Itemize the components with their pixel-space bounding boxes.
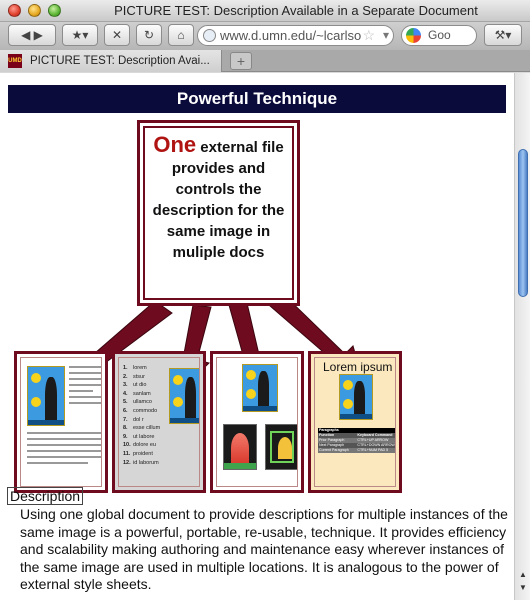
tools-icon: ⚒▾ xyxy=(494,28,512,42)
thumbnail-4-content xyxy=(314,357,396,487)
description-link[interactable]: Description xyxy=(7,487,83,505)
thumbnail-3-content xyxy=(216,357,298,487)
lorem-heading: Lorem ipsum xyxy=(323,360,393,374)
tab-picture-test[interactable] xyxy=(0,50,222,72)
umd-favicon-icon: UMD xyxy=(8,54,22,68)
thumbnail-2 xyxy=(112,351,206,493)
search-engine-label: Goo xyxy=(428,28,451,42)
back-forward-buttons[interactable] xyxy=(8,24,56,46)
tab-strip xyxy=(0,50,530,72)
home-button[interactable] xyxy=(168,24,194,46)
scroll-down-icon[interactable]: ▼ xyxy=(519,583,527,592)
logo-picture-icon xyxy=(242,364,278,412)
dropdown-icon[interactable]: ▾ xyxy=(382,28,389,42)
callout-emphasis: One xyxy=(153,132,197,157)
logo-picture-icon xyxy=(169,368,200,424)
star-icon[interactable]: ☆ xyxy=(362,27,375,43)
callout-text: external file provides and controls the description for the same image in muliple docs xyxy=(152,139,285,261)
scroll-up-icon[interactable]: ▲ xyxy=(519,570,527,579)
bookmark-icon: ★▾ xyxy=(71,28,89,42)
zoom-window-icon[interactable] xyxy=(48,4,61,17)
minimize-window-icon[interactable] xyxy=(28,4,41,17)
vertical-scrollbar[interactable] xyxy=(514,73,530,600)
page-banner: Powerful Technique xyxy=(8,85,506,113)
globe-icon xyxy=(203,29,216,42)
url-text: www.d.umn.edu/~lcarlso xyxy=(220,28,362,43)
keyboard-table xyxy=(318,428,396,453)
chart-thumbnail-icon xyxy=(265,424,298,470)
window-titlebar xyxy=(0,0,530,22)
text-lines xyxy=(27,432,102,468)
stop-icon: ✕ xyxy=(111,28,123,42)
tools-button[interactable] xyxy=(484,24,522,46)
home-icon: ⌂ xyxy=(177,28,185,42)
thumbnail-3 xyxy=(210,351,304,493)
numbered-list: 1. lorem 2. stsur 3. ut dio 4. sanlam 5. ullamco 6. commodo 7. dol r 8. esse cillum 9. ut labore 10. dolore eu 11. proident 12. id laborum xyxy=(123,365,161,466)
google-icon xyxy=(406,28,421,43)
thumbnail-1 xyxy=(14,351,108,493)
text-lines xyxy=(69,366,102,408)
logo-picture-icon xyxy=(27,366,65,426)
graph-thumbnail-icon xyxy=(223,424,257,470)
thumbnail-1-content xyxy=(20,357,102,487)
scrollbar-thumb[interactable] xyxy=(518,149,528,297)
description-paragraph: Using one global document to provide descriptions for multiple instances of the same image is a powerful, portable, re-usable, technique. It provides efficiency and scalability making authoring and maintenance easy wherever instances of the same image are used in multiple locations. It is analogous to the power of external style sheets. xyxy=(20,506,508,592)
address-bar[interactable] xyxy=(197,25,394,46)
search-box[interactable] xyxy=(401,25,477,46)
window-title: PICTURE TEST: Description Available in a Separate Document xyxy=(114,3,478,18)
tab-label: PICTURE TEST: Description Avai... xyxy=(30,55,210,67)
table-header: Function Keyboard Command xyxy=(318,433,396,438)
back-icon[interactable]: ◀ xyxy=(21,28,31,42)
reload-button[interactable] xyxy=(136,24,162,46)
page-viewport xyxy=(0,73,514,600)
callout-inner xyxy=(143,126,294,300)
table-row: Current Paragraph CTRL+NUM PAD 5 xyxy=(318,448,396,453)
close-window-icon[interactable] xyxy=(8,4,21,17)
thumbnail-4 xyxy=(308,351,402,493)
thumbnail-2-content xyxy=(118,357,200,487)
stop-button[interactable] xyxy=(104,24,130,46)
reload-icon: ↻ xyxy=(143,28,155,42)
table-row: Next Paragraph CTRL+DOWN ARROW xyxy=(318,443,396,448)
forward-icon[interactable]: ▶ xyxy=(33,28,43,42)
new-tab-button[interactable]: + xyxy=(230,52,252,70)
bookmarks-button[interactable] xyxy=(62,24,98,46)
logo-picture-icon xyxy=(339,374,373,420)
callout-box xyxy=(137,120,300,306)
table-title: Paragraphs xyxy=(318,428,396,433)
table-row: Prior Paragraph CTRL+UP ARROW xyxy=(318,438,396,443)
browser-toolbar xyxy=(0,22,530,50)
